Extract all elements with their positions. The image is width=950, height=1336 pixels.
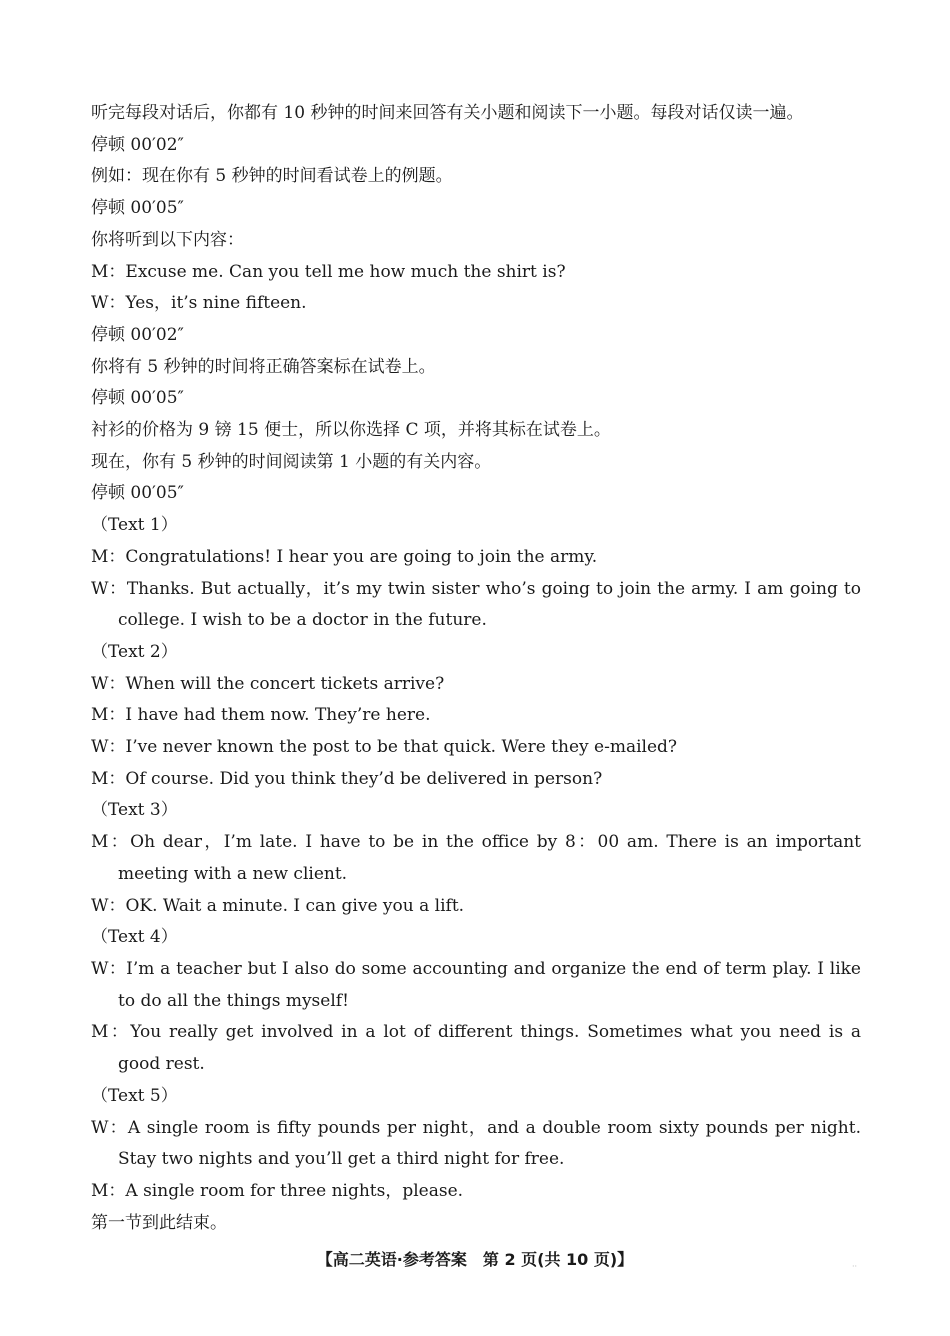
dialogue-line: W：I’ve never known the post to be that quick. Were they e-mailed? (91, 737, 678, 758)
pause-marker: 停顿 00′02″ (91, 324, 184, 345)
instruction-text: 你将听到以下内容： (91, 229, 244, 250)
pause-marker: 停顿 00′05″ (91, 483, 184, 504)
dialogue-line: W：OK. Wait a minute. I can give you a lift. (91, 895, 465, 916)
instruction-text: 现在，你有 5 秒钟的时间阅读第 1 小题的有关内容。 (91, 451, 492, 472)
dialogue-line: M：A single room for three nights，please. (91, 1180, 464, 1201)
document-body (91, 98, 861, 1239)
pause-marker: 停顿 00′05″ (91, 388, 184, 409)
dialogue-line: M：Excuse me. Can you tell me how much the shirt is? (91, 261, 566, 282)
dialogue-line: M：You really get involved in a lot of different things. Sometimes what you need is a good rest. (91, 1022, 861, 1075)
dialogue-line: W：A single room is fifty pounds per night，and a double room sixty pounds per night. Stay two nights and you’ll get a third night for free. (91, 1117, 861, 1170)
text-heading: （Text 3） (91, 800, 178, 821)
section-end-text: 第一节到此结束。 (91, 1212, 227, 1233)
dialogue-line: M：Oh dear，I’m late. I have to be in the office by 8：00 am. There is an important meeting with a new client. (91, 832, 861, 884)
page-footer: 【高二英语·参考答案 第 2 页(共 10 页)】 (316, 1250, 634, 1269)
pause-marker: 停顿 00′05″ (91, 198, 184, 219)
instruction-text: 你将有 5 秒钟的时间将正确答案标在试卷上。 (91, 356, 436, 377)
dialogue-line: M：Congratulations! I hear you are going to join the army. (91, 546, 598, 567)
dialogue-line: W：Thanks. But actually，it’s my twin sister who’s going to join the army. I am going to college. I wish to be a doctor in the future. (91, 578, 861, 631)
dialogue-line: W：I’m a teacher but I also do some accounting and organize the end of term play. I like to do all the things myself! (91, 958, 861, 1011)
dialogue-line: M：I have had them now. They’re here. (91, 705, 431, 726)
pause-marker: 停顿 00′02″ (91, 134, 184, 155)
corner-mark: ·· (852, 1262, 858, 1271)
dialogue-line: W：Yes，it’s nine fifteen. (91, 293, 307, 314)
instruction-text: 听完每段对话后，你都有 10 秒钟的时间来回答有关小题和阅读下一小题。每段对话仅读一遍。 (91, 103, 804, 123)
text-heading: （Text 1） (91, 515, 178, 536)
instruction-text: 例如：现在你有 5 秒钟的时间看试卷上的例题。 (91, 166, 453, 187)
dialogue-line: W：When will the concert tickets arrive? (91, 673, 445, 694)
text-heading: （Text 5） (91, 1085, 178, 1106)
text-heading: （Text 4） (91, 927, 178, 948)
text-heading: （Text 2） (91, 641, 178, 662)
instruction-text: 衬衫的价格为 9 镑 15 便士，所以你选择 C 项，并将其标在试卷上。 (91, 420, 611, 441)
dialogue-line: M：Of course. Did you think they’d be delivered in person? (91, 768, 603, 789)
